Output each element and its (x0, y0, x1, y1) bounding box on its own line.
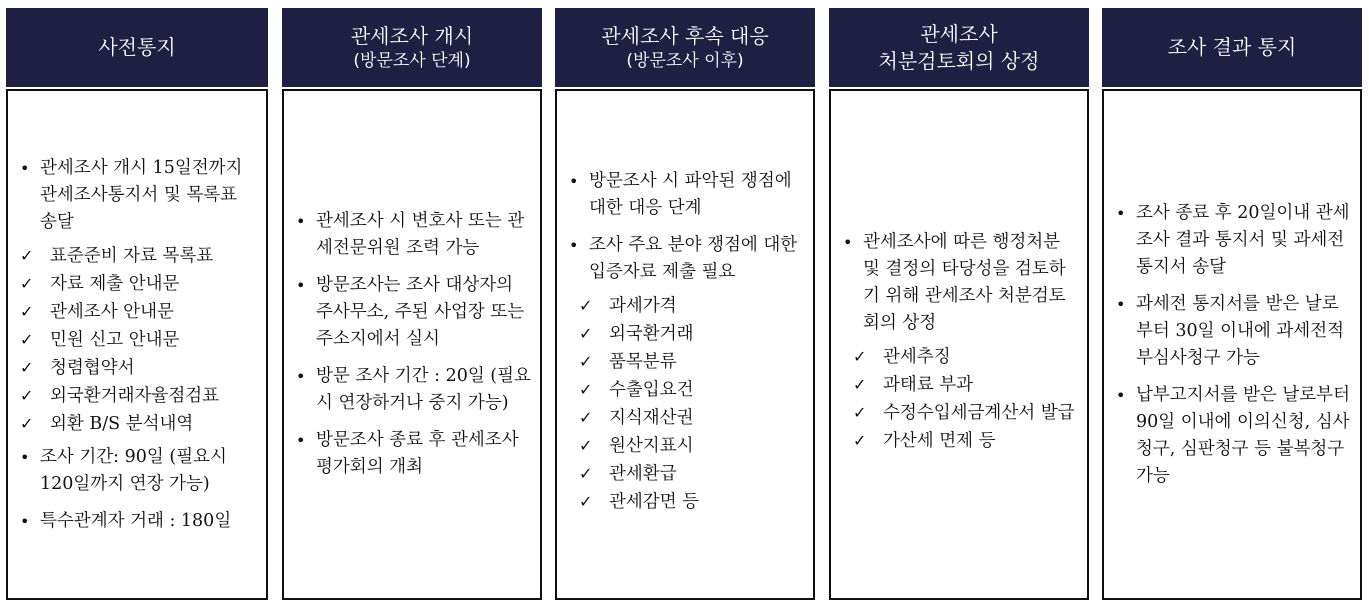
list-item-text: 관세조사 시 변호사 또는 관세전문위원 조력 가능 (316, 211, 525, 258)
column-subtitle: (방문조사 이후) (626, 51, 744, 71)
list-item-text: 방문조사 종료 후 관세조사 평가회의 개최 (316, 430, 519, 477)
list-item (1114, 291, 1352, 372)
column-body (1102, 89, 1362, 600)
checklist-item: ✓ 과태료 부과 (851, 371, 1079, 399)
list-item (294, 272, 532, 353)
list-item-text: 납부고지서를 받은 날로부터 90일 이내에 이의신청, 심사청구, 심판청구 등 불복청구 가능 (1136, 384, 1350, 486)
checkmark-icon: ✓ (579, 379, 593, 399)
column-header (1102, 8, 1362, 87)
checkmark-icon: ✓ (579, 463, 593, 483)
list-item-text: 조사 종료 후 20일이내 관세조사 결과 통지서 및 과세전통지서 송달 (1136, 202, 1350, 277)
list-item (18, 444, 258, 498)
list-item (18, 155, 258, 236)
checkmark-icon: ✓ (579, 351, 593, 371)
checkmark-icon: ✓ (579, 323, 593, 343)
checklist-item: ✓ 원산지표시 (577, 432, 805, 460)
list-item (1114, 382, 1352, 490)
list-item-text: 관세조사 개시 15일전까지 관세조사통지서 및 목록표 송달 (40, 157, 243, 232)
checkmark-icon: ✓ (853, 430, 867, 450)
checkmark-icon: ✓ (20, 301, 34, 321)
checkmark-icon: ✓ (579, 407, 593, 427)
checklist (18, 242, 258, 438)
checklist-item: ✓ 관세환급 (577, 460, 805, 488)
list-item (567, 232, 805, 286)
checklist-item: ✓ 품목분류 (577, 348, 805, 376)
checklist-item: ✓ 과세가격 (577, 292, 805, 320)
column-audit-start (282, 8, 542, 87)
checklist-item: ✓ 관세추징 (851, 343, 1079, 371)
list-item (841, 229, 1079, 337)
list-item-text: 특수관계자 거래 : 180일 (40, 510, 232, 531)
checkmark-icon: ✓ (853, 374, 867, 394)
checklist-item: ✓ 수출입요건 (577, 376, 805, 404)
list-item-text: 과세전 통지서를 받은 날로 부터 30일 이내에 과세전적부심사청구 가능 (1136, 293, 1345, 368)
list-item (294, 363, 532, 417)
checkmark-icon: ✓ (20, 385, 34, 405)
checklist (841, 343, 1079, 455)
column-result-notice (1102, 8, 1362, 87)
checklist-item: ✓ 관세조사 안내문 (18, 298, 258, 326)
column-body (6, 89, 268, 600)
checkmark-icon: ✓ (853, 402, 867, 422)
column-pre-notice (6, 8, 268, 87)
checkmark-icon: ✓ (579, 491, 593, 511)
column-title: 조사 결과 통지 (1167, 35, 1297, 59)
column-body (555, 89, 815, 600)
checklist-item: ✓ 관세감면 등 (577, 488, 805, 516)
column-body (829, 89, 1089, 600)
column-subtitle: (방문조사 단계) (353, 51, 471, 71)
checklist-item: ✓ 외환 B/S 분석내역 (18, 410, 258, 438)
column-header (555, 8, 815, 87)
list-item-text: 방문조사는 조사 대상자의 주사무소, 주된 사업장 또는 주소지에서 실시 (316, 275, 525, 349)
column-body (282, 89, 542, 600)
list-item (1114, 200, 1352, 281)
checklist-item: ✓ 표준준비 자료 목록표 (18, 242, 258, 270)
checklist-item: ✓ 외국환거래 (577, 320, 805, 348)
column-subtitle: 처분검토회의 상정 (878, 48, 1040, 73)
checkmark-icon: ✓ (579, 295, 593, 315)
checkmark-icon: ✓ (20, 329, 34, 349)
list-item (294, 208, 532, 262)
column-review-meeting (829, 8, 1089, 87)
checklist-item: ✓ 청렴협약서 (18, 354, 258, 382)
checkmark-icon: ✓ (20, 357, 34, 377)
list-item-text: 관세조사에 따른 행정처분 및 결정의 타당성을 검토하기 위해 관세조사 처분검토회의 상정 (863, 231, 1066, 333)
column-header (6, 8, 268, 87)
column-header (829, 8, 1089, 87)
checkmark-icon: ✓ (579, 435, 593, 455)
checklist-item: ✓ 외국환거래자율점검표 (18, 382, 258, 410)
checklist-item: ✓ 민원 신고 안내문 (18, 326, 258, 354)
list-item (567, 168, 805, 222)
list-item-text: 방문 조사 기간 : 20일 (필요시 연장하거나 중지 가능) (316, 366, 531, 413)
column-title: 사전통지 (98, 35, 176, 59)
column-follow-up (555, 8, 815, 87)
checkmark-icon: ✓ (20, 413, 34, 433)
checklist-item: ✓ 수정수입세금계산서 발급 (851, 399, 1079, 427)
checklist (567, 292, 805, 516)
checkmark-icon: ✓ (853, 346, 867, 366)
list-item-text: 조사 기간: 90일 (필요시 120일까지 연장 가능) (40, 446, 227, 494)
checklist-item: ✓ 지식재산권 (577, 404, 805, 432)
checkmark-icon: ✓ (20, 245, 34, 265)
list-item (18, 508, 258, 535)
column-title: 관세조사 개시 (350, 24, 474, 48)
list-item (294, 427, 532, 481)
list-item-text: 조사 주요 분야 쟁점에 대한 입증자료 제출 필요 (589, 234, 798, 282)
column-title: 관세조사 후속 대응 (601, 24, 769, 48)
checklist-item: ✓ 자료 제출 안내문 (18, 270, 258, 298)
checkmark-icon: ✓ (20, 273, 34, 293)
column-header (282, 8, 542, 87)
list-item-text: 방문조사 시 파악된 쟁점에 대한 대응 단계 (589, 170, 792, 218)
column-title: 관세조사 (920, 21, 998, 46)
checklist-item: ✓ 가산세 면제 등 (851, 427, 1079, 455)
